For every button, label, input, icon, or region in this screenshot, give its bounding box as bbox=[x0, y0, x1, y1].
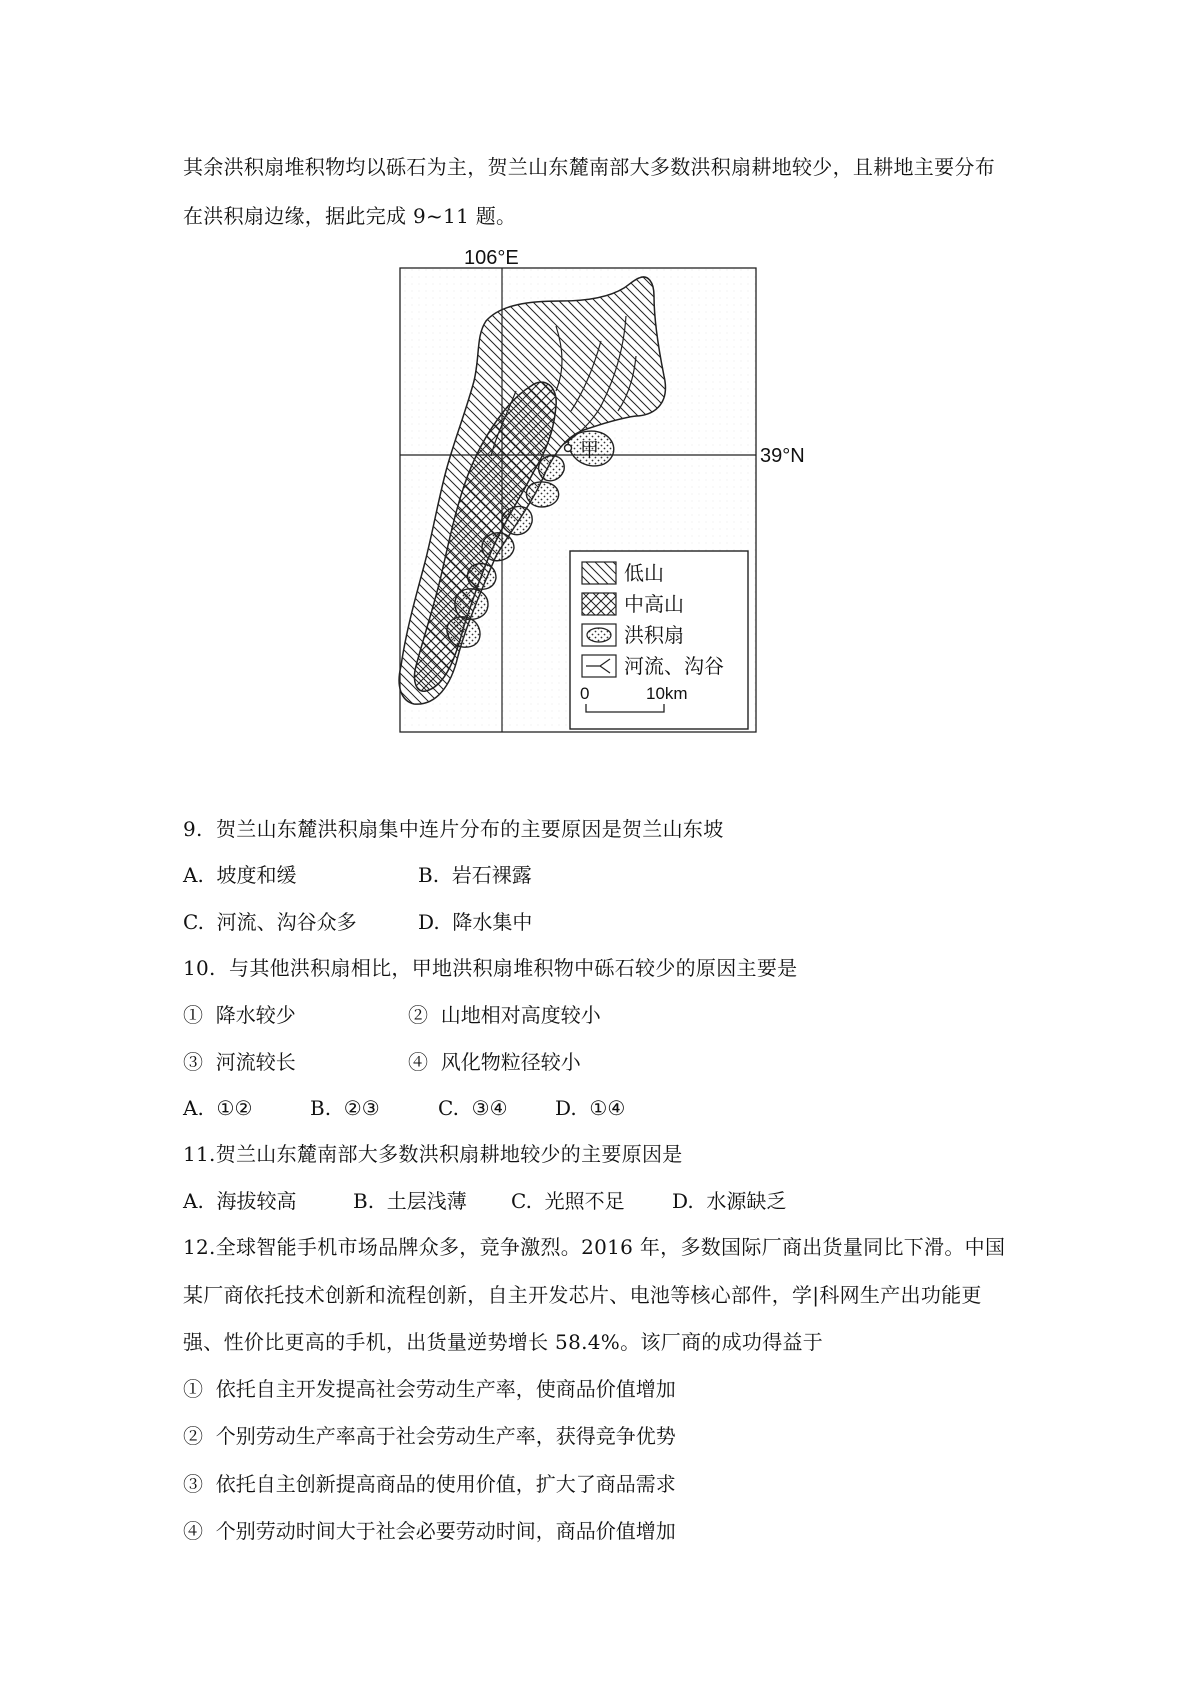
q12-statement-3: ③ 依托自主创新提高商品的使用价值，扩大了商品需求 bbox=[183, 1472, 676, 1496]
q9-option-a: A. 坡度和缓 bbox=[183, 863, 297, 887]
q11-option-d: D. 水源缺乏 bbox=[672, 1189, 787, 1213]
legend-swatch-low-mountain bbox=[582, 562, 616, 584]
q12-statement-1: ① 依托自主开发提高社会劳动生产率，使商品价值增加 bbox=[183, 1377, 676, 1401]
q12-statement-4: ④ 个别劳动时间大于社会必要劳动时间，商品价值增加 bbox=[183, 1519, 676, 1543]
q10-option-a: A. ①② bbox=[183, 1096, 253, 1120]
q12-statement-2: ② 个别劳动生产率高于社会劳动生产率，获得竞争优势 bbox=[183, 1424, 676, 1448]
fan bbox=[468, 564, 497, 590]
intro-line-2: 在洪积扇边缘，据此完成 9~11 题。 bbox=[183, 204, 517, 228]
place-label-jia: 甲 bbox=[580, 440, 600, 461]
jia-marker bbox=[565, 445, 572, 452]
q10-statement-4: ④ 风化物粒径较小 bbox=[408, 1050, 581, 1074]
scale-end-label: 10km bbox=[646, 684, 688, 703]
question-9-stem: 9. 贺兰山东麓洪积扇集中连片分布的主要原因是贺兰山东坡 bbox=[183, 817, 724, 841]
longitude-label: 106°E bbox=[464, 247, 519, 269]
scale-start-label: 0 bbox=[580, 684, 590, 703]
legend-swatch-middle-high-mountain bbox=[582, 593, 616, 615]
question-10-stem: 10. 与其他洪积扇相比，甲地洪积扇堆积物中砾石较少的原因主要是 bbox=[183, 956, 798, 980]
question-11-stem: 11.贺兰山东麓南部大多数洪积扇耕地较少的主要原因是 bbox=[183, 1142, 683, 1166]
q9-option-c: C. 河流、沟谷众多 bbox=[183, 910, 357, 934]
q11-option-a: A. 海拔较高 bbox=[183, 1189, 297, 1213]
q10-option-c: C. ③④ bbox=[438, 1096, 508, 1120]
question-12-stem-line-2: 某厂商依托技术创新和流程创新，自主开发芯片、电池等核心部件，学|科网生产出功能更 bbox=[183, 1283, 982, 1307]
fan bbox=[502, 506, 532, 534]
q10-statement-2: ② 山地相对高度较小 bbox=[408, 1003, 601, 1027]
fan bbox=[482, 533, 514, 561]
fan bbox=[455, 589, 488, 620]
map-figure bbox=[396, 246, 816, 750]
map-legend bbox=[570, 551, 748, 729]
fan bbox=[447, 617, 480, 647]
q10-statement-1: ① 降水较少 bbox=[183, 1003, 296, 1027]
q11-option-b: B. 土层浅薄 bbox=[353, 1189, 467, 1213]
legend-swatch-alluvial-fan bbox=[587, 628, 611, 642]
q9-option-b: B. 岩石裸露 bbox=[418, 863, 532, 887]
legend-label-middle-high-mountain: 中高山 bbox=[624, 594, 684, 616]
q9-option-d: D. 降水集中 bbox=[418, 910, 533, 934]
fan bbox=[539, 456, 565, 481]
q11-option-c: C. 光照不足 bbox=[511, 1189, 625, 1213]
legend-label-river: 河流、沟谷 bbox=[624, 656, 724, 678]
legend-label-low-mountain: 低山 bbox=[624, 563, 664, 585]
fan bbox=[526, 482, 558, 507]
question-12-stem-line-1: 12.全球智能手机市场品牌众多，竞争激烈。2016 年，多数国际厂商出货量同比下滑。中国 bbox=[183, 1235, 1006, 1259]
q10-option-d: D. ①④ bbox=[555, 1096, 626, 1120]
q10-option-b: B. ②③ bbox=[310, 1096, 380, 1120]
question-12-stem-line-3: 强、性价比更高的手机，出货量逆势增长 58.4%。该厂商的成功得益于 bbox=[183, 1330, 824, 1354]
intro-line-1: 其余洪积扇堆积物均以砾石为主，贺兰山东麓南部大多数洪积扇耕地较少，且耕地主要分布 bbox=[183, 155, 995, 179]
legend-label-alluvial-fan: 洪积扇 bbox=[624, 625, 684, 647]
q10-statement-3: ③ 河流较长 bbox=[183, 1050, 296, 1074]
latitude-label: 39°N bbox=[760, 445, 805, 467]
